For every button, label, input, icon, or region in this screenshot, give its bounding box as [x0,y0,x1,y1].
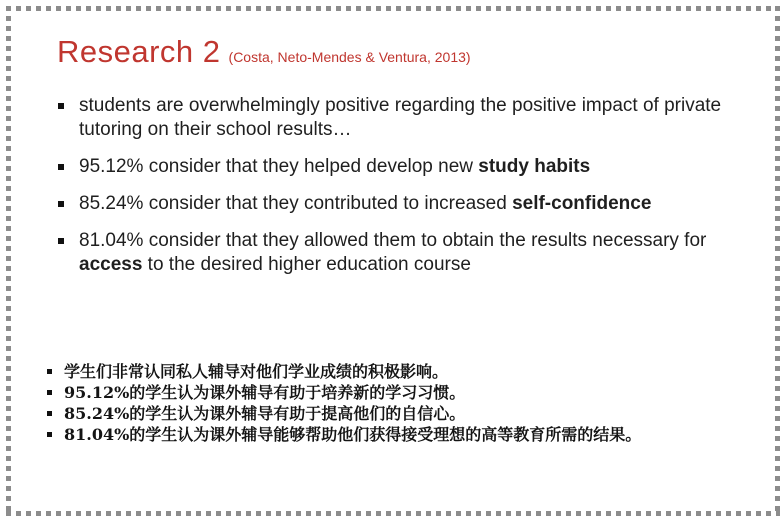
bullet-text: 95.12% consider that they helped develop new study habits [79,156,591,177]
list-item [47,424,757,445]
bullet-text: 85.24%的学生认为课外辅导有助于提高他们的自信心。 [64,404,466,423]
page-title: Research 2 [57,34,221,69]
list-item [47,382,757,403]
list-item [47,361,757,382]
bullet-text: 85.24% consider that they contributed to increased self-confidence [79,193,652,214]
bullet-square-icon [47,390,52,395]
bullet-square-icon [58,103,64,109]
bullet-square-icon [58,164,64,170]
slide-title-row [57,34,471,70]
list-item [47,403,757,424]
dashed-border-bottom [6,511,780,516]
bullet-text: students are overwhelmingly positive regarding the positive impact of private tutoring on their school results… [79,95,722,140]
english-bullet-list [58,94,726,290]
list-item [58,192,726,216]
bullet-text: 学生们非常认同私人辅导对他们学业成绩的积极影响。 [64,362,449,381]
bullet-text: 81.04%的学生认为课外辅导能够帮助他们获得接受理想的高等教育所需的结果。 [64,425,642,444]
chinese-bullet-list [47,361,757,445]
dashed-border-right [775,6,780,516]
dashed-border-left [6,6,11,516]
bullet-square-icon [47,432,52,437]
dashed-border-top [6,6,780,11]
list-item [58,229,726,277]
bullet-square-icon [58,238,64,244]
title-citation: (Costa, Neto-Mendes & Ventura, 2013) [228,49,471,65]
bullet-square-icon [47,369,52,374]
bullet-square-icon [47,411,52,416]
list-item [58,94,726,142]
bullet-square-icon [58,201,64,207]
list-item [58,155,726,179]
bullet-text: 81.04% consider that they allowed them to obtain the results necessary for access to the desired higher education course [79,230,707,275]
bullet-text: 95.12%的学生认为课外辅导有助于培养新的学习习惯。 [64,383,466,402]
